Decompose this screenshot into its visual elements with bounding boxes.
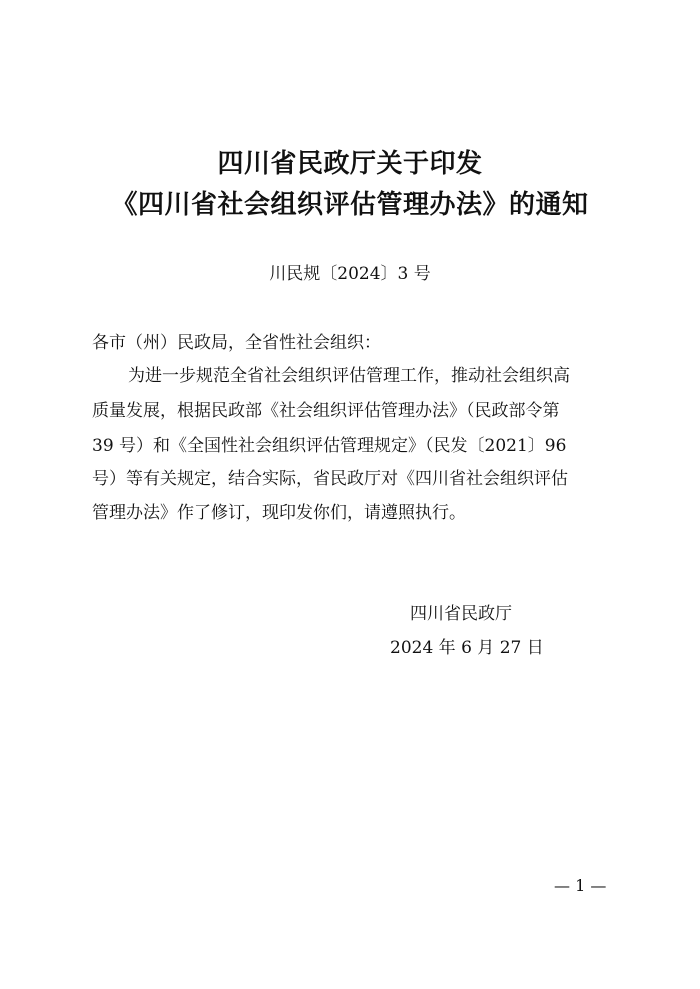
salutation: 各市（州）民政局，全省性社会组织： [92,333,381,353]
body-paragraph-line: 为进一步规范全省社会组织评估管理工作，推动社会组织高 [128,366,570,386]
document-number: 川民规〔2024〕3 号 [269,264,431,284]
document-title-line-1: 四川省民政厅关于印发 [217,149,483,179]
page-number: — 1 — [554,876,607,895]
document-title-line-2: 《四川省社会组织评估管理办法》的通知 [111,190,589,220]
body-paragraph-line: 质量发展，根据民政部《社会组织评估管理办法》（民政部令第 [92,401,560,421]
body-paragraph-line: 管理办法》作了修订，现印发你们，请遵照执行。 [92,503,466,523]
issuing-authority: 四川省民政厅 [410,604,512,624]
body-paragraph-line: 号）等有关规定，结合实际，省民政厅对《四川省社会组织评估 [92,469,568,489]
body-paragraph-line: 39 号）和《全国性社会组织评估管理规定》（民发〔2021〕96 [92,436,567,456]
issue-date: 2024 年 6 月 27 日 [390,638,544,658]
